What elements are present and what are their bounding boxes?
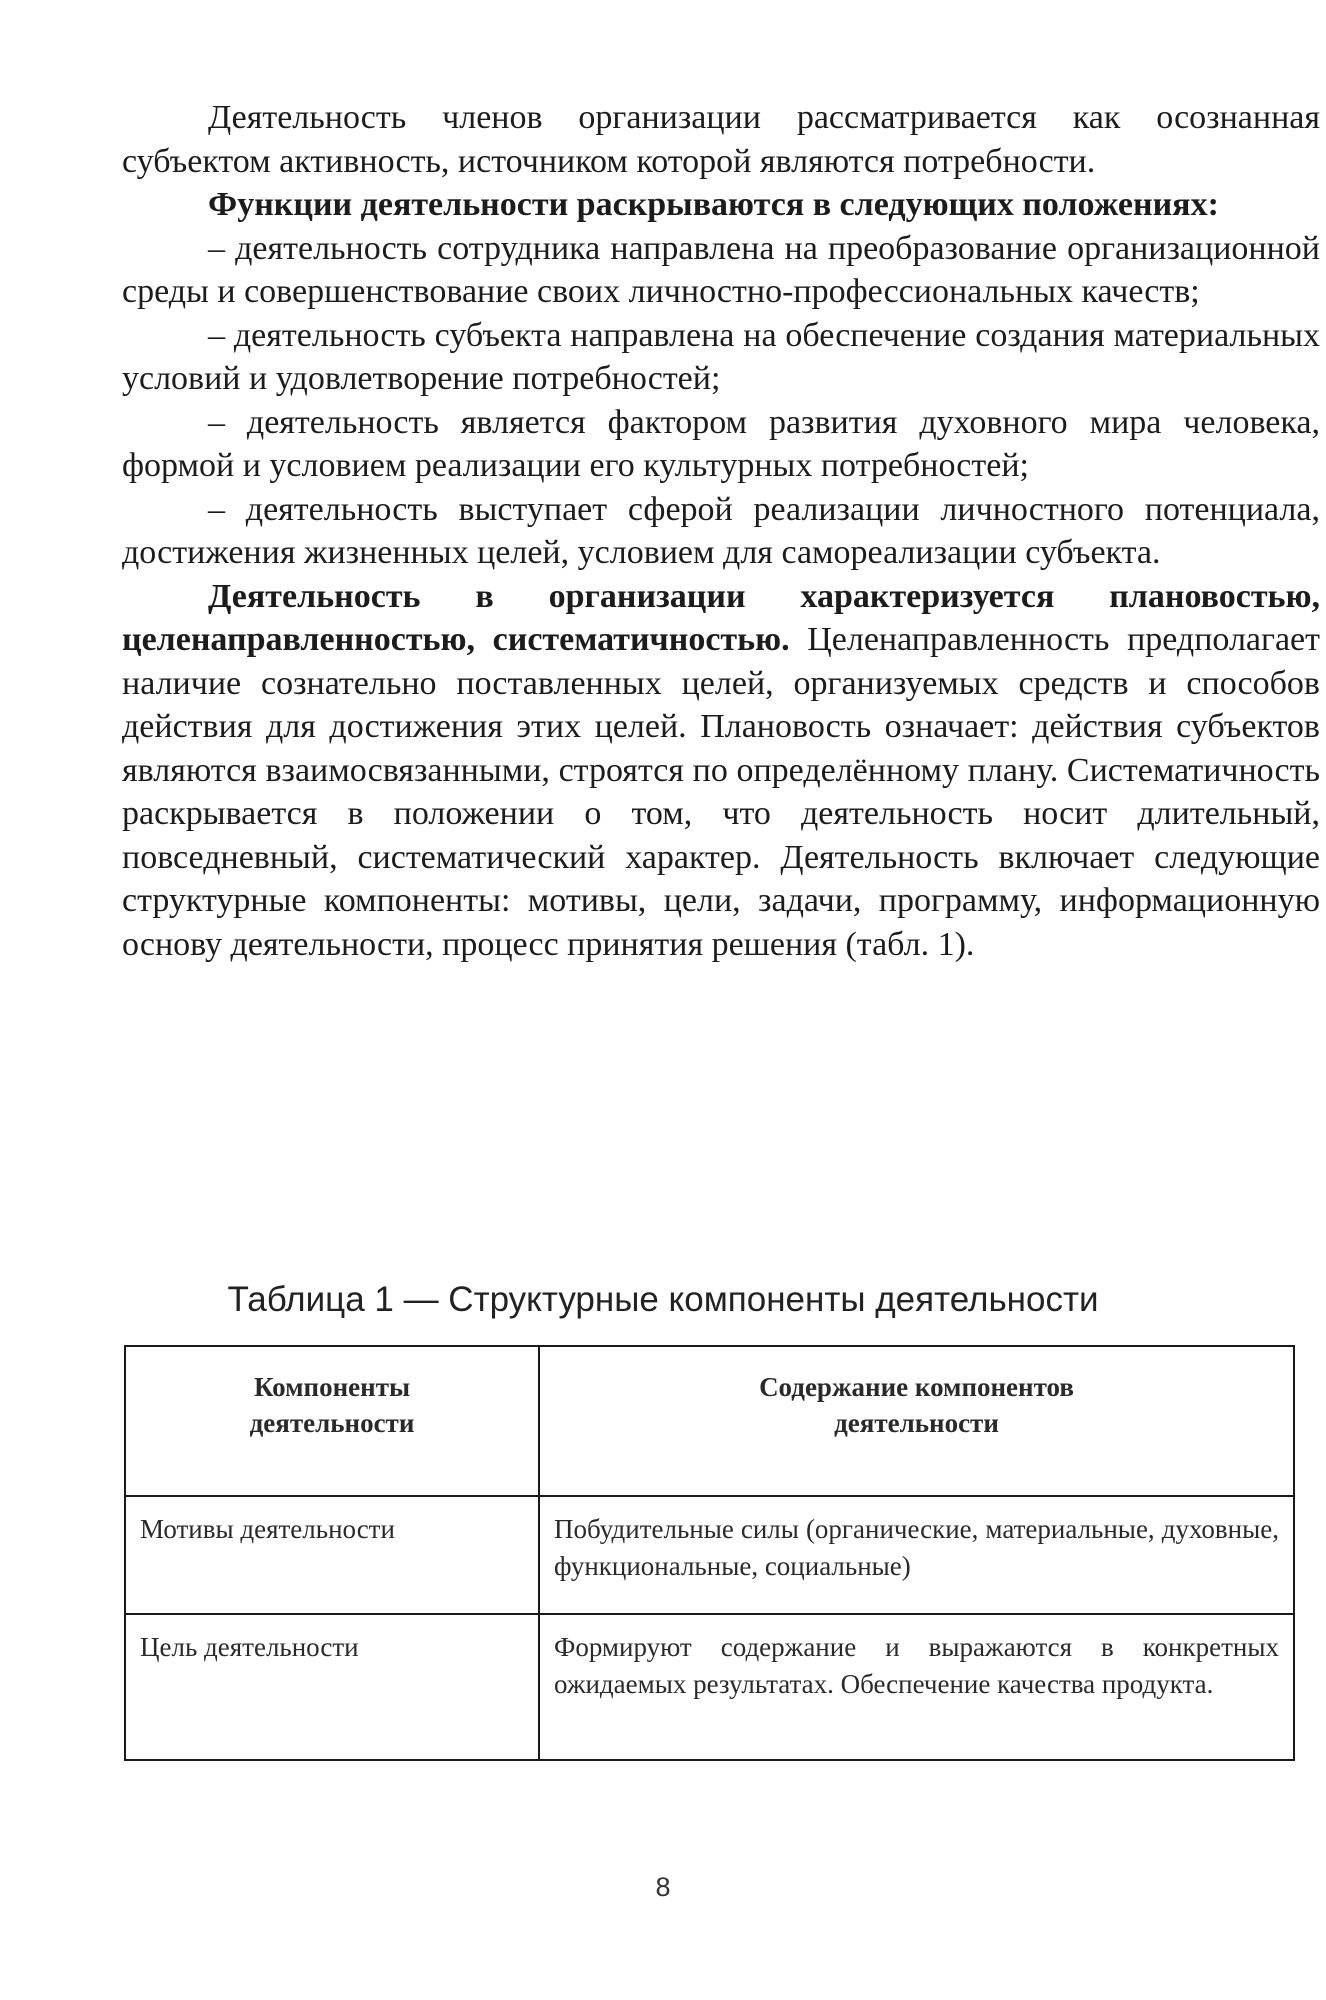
list-item: – деятельность является фактором развития духовного мира человека, формой и условием реализации его культурных потребностей; [122,403,1320,484]
paragraph-characteristics-rest: Целенаправленность предполагает наличие сознательно поставленных целей, организуемых средств и способов действия для достижения этих целей. Плановость означает: действия субъектов являются взаимосвязанными, строятся по определённому плану. Систематичность раскрывается в положении о том, что деятельность носит длительный, повседневный, систематический характер. Деятельность включает следующие структурные компоненты: мотивы, цели, задачи, программу, информационную основу деятельности, процесс принятия решения (табл. 1). [122,621,1320,963]
table-cell-component: Цель деятельности [125,1614,539,1760]
table-cell-content: Побудительные силы (органические, материальные, духовные, функциональные, социальные) [539,1496,1294,1614]
table-header-row [125,1346,1294,1496]
list-item: – деятельность сотрудника направлена на преобразование организационной среды и совершенствование своих личностно-профессиональных качеств; [122,229,1320,310]
paragraph-characteristics [122,575,1320,967]
table-header-components [125,1346,539,1496]
table-header-content [539,1346,1294,1496]
table-cell-component: Мотивы деятельности [125,1496,539,1614]
table-caption: Таблица 1 — Структурные компоненты деятельности [227,1280,1099,1319]
table-cell-content: Формируют содержание и выражаются в конкретных ожидаемых результатах. Обеспечение качества продукта. [539,1614,1294,1760]
paragraph-intro: Деятельность членов организации рассматривается как осознанная субъектом активность, источником которой являются потребности. [122,99,1320,180]
page-number: 8 [655,1872,671,1902]
table-header-content-label: Содержание компонентов деятельности [759,1372,1074,1438]
components-table [124,1345,1295,1761]
table-row [125,1614,1294,1760]
table-header-components-label: Компоненты деятельности [249,1372,415,1438]
list-item: – деятельность субъекта направлена на обеспечение создания материальных условий и удовлетворение потребностей; [122,316,1320,397]
list-item: – деятельность выступает сферой реализации личностного потенциала, достижения жизненных целей, условием для самореализации субъекта. [122,490,1320,571]
paragraph-characteristics-bold: Деятельность в организации характеризуется плановостью, целенаправленностью, систематичностью. [122,577,1320,658]
table-row [125,1496,1294,1614]
body-text [122,96,1320,966]
paragraph-functions-heading: Функции деятельности раскрываются в следующих положениях: [208,186,1219,223]
